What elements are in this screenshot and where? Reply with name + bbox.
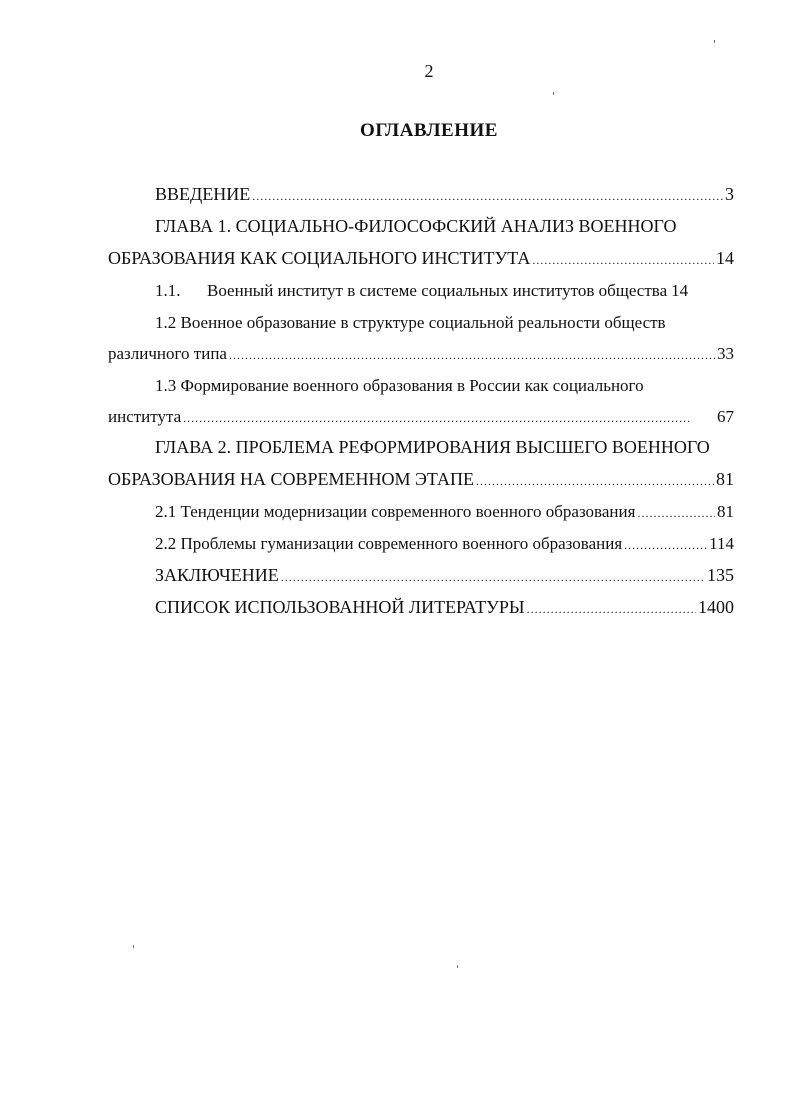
toc-entry-text: различного типа xyxy=(108,344,227,363)
scan-speck xyxy=(553,92,554,95)
page-number: 2 xyxy=(424,61,434,81)
toc-entry-text: 1.3 Формирование военного образования в России как социального xyxy=(155,376,644,395)
toc-entry-2-1 xyxy=(108,502,734,528)
toc-entry-2-2 xyxy=(108,534,734,560)
dot-leader xyxy=(637,506,715,521)
dot-leader xyxy=(252,189,723,204)
toc-entry-1-2-line2 xyxy=(108,344,734,370)
toc-entry-text: СПИСОК ИСПОЛЬЗОВАННОЙ ЛИТЕРАТУРЫ xyxy=(155,597,525,617)
toc-entry-chapter1-line2 xyxy=(108,248,734,274)
toc-entry-page: 14 xyxy=(671,281,689,300)
toc-entry-text: 2.1 Тенденции модернизации современного военного образования xyxy=(155,502,636,521)
toc-entry-text: ОБРАЗОВАНИЯ КАК СОЦИАЛЬНОГО ИНСТИТУТА xyxy=(108,248,531,268)
toc-entry-chapter2-line1 xyxy=(108,437,734,463)
toc-entry-text: ЗАКЛЮЧЕНИЕ xyxy=(155,565,279,585)
scan-speck xyxy=(714,40,715,43)
toc-entry-text: института xyxy=(108,407,182,426)
toc-entry-1-2-line1 xyxy=(108,313,734,339)
toc-entry-bibliography xyxy=(108,597,734,623)
scan-speck xyxy=(457,965,458,968)
toc-entry-text: ВВЕДЕНИЕ xyxy=(155,184,251,204)
dot-leader xyxy=(624,538,707,553)
dot-leader xyxy=(281,570,705,585)
dot-leader xyxy=(476,474,714,489)
dot-leader xyxy=(532,253,714,268)
toc-entry-page: 81 xyxy=(716,469,734,489)
toc-entry-introduction xyxy=(108,184,734,210)
toc-title: ОГЛАВЛЕНИЕ xyxy=(360,120,498,141)
toc-entry-number: 1.1. xyxy=(155,281,181,300)
dot-leader xyxy=(527,602,696,617)
toc-entry-text: ОБРАЗОВАНИЯ НА СОВРЕМЕННОМ ЭТАПЕ xyxy=(108,469,474,489)
toc-entry-text: ГЛАВА 2. ПРОБЛЕМА РЕФОРМИРОВАНИЯ ВЫСШЕГО ВОЕННОГО xyxy=(155,437,710,457)
toc-entry-page: 81 xyxy=(717,502,734,521)
toc-entry-text: 1.2 Военное образование в структуре социальной реальности обществ xyxy=(155,313,666,332)
toc-entry-text: 2.2 Проблемы гуманизации современного военного образования xyxy=(155,534,623,553)
toc-entry-1-3-line2 xyxy=(108,407,734,433)
toc-entry-chapter1-line1 xyxy=(108,216,734,242)
toc-entry-page: 67 xyxy=(717,407,734,426)
dot-leader xyxy=(183,411,715,426)
toc-entry-page: 114 xyxy=(709,534,734,553)
toc-entry-conclusion xyxy=(108,565,734,591)
toc-entry-page: 3 xyxy=(725,184,734,204)
toc-entry-text: ГЛАВА 1. СОЦИАЛЬНО-ФИЛОСОФСКИЙ АНАЛИЗ ВОЕННОГО xyxy=(155,216,677,236)
toc-entry-chapter2-line2 xyxy=(108,469,734,495)
toc-entry-page: 33 xyxy=(717,344,734,363)
toc-entry-page: 135 xyxy=(707,565,734,585)
toc-entry-text: Военный институт в системе социальных институтов общества xyxy=(207,281,668,300)
toc-entry-1-3-line1 xyxy=(108,376,734,402)
toc-entry-1-1 xyxy=(108,281,734,307)
toc-entry-page: 1400 xyxy=(698,597,734,617)
toc-entry-page: 14 xyxy=(716,248,734,268)
scan-speck xyxy=(133,945,134,948)
dot-leader xyxy=(229,348,715,363)
